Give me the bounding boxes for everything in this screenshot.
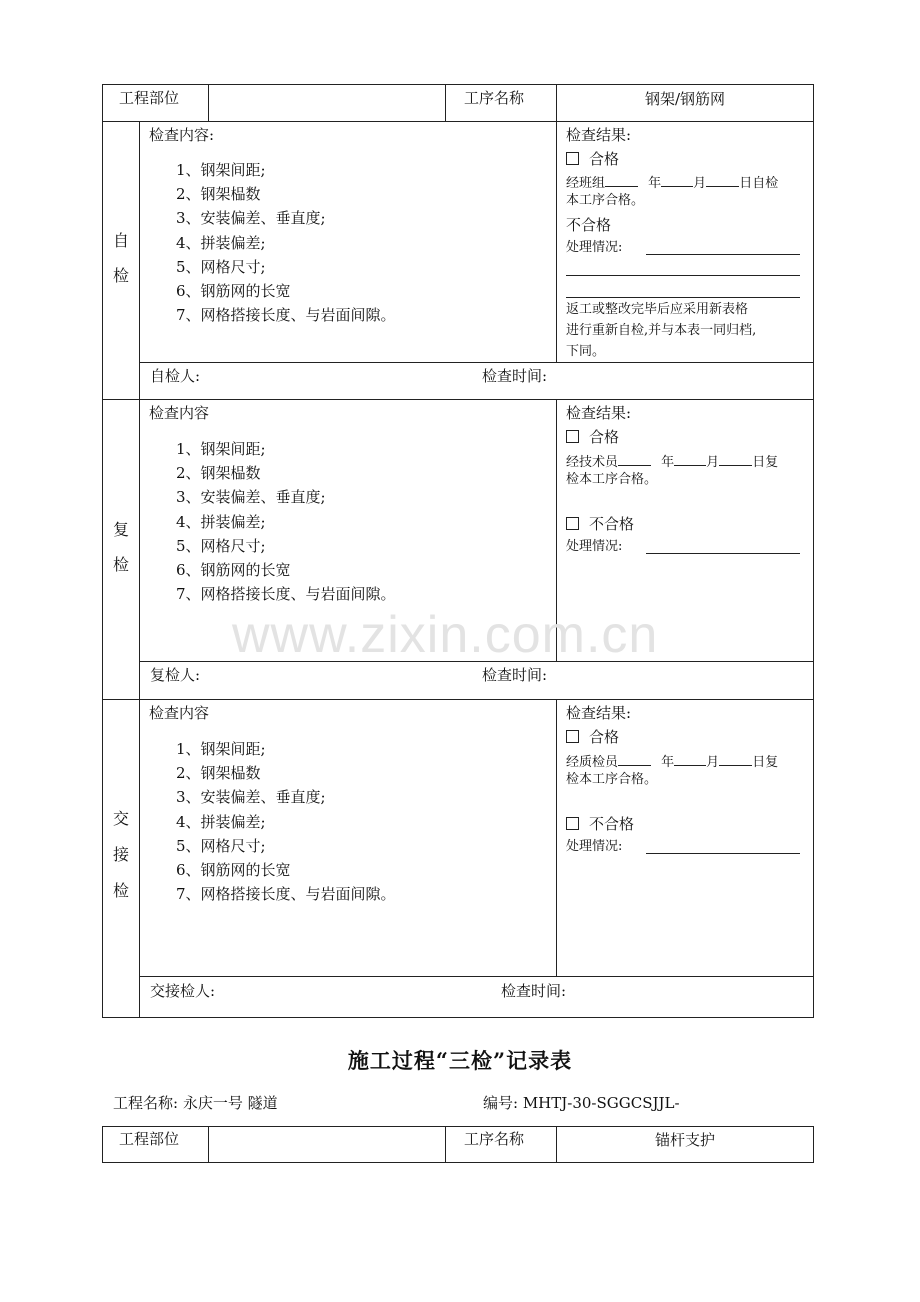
list-item: 2、钢架榀数 <box>176 464 261 483</box>
list-item: 5、网格尺寸; <box>176 836 266 855</box>
result-label: 检查结果: <box>566 704 632 722</box>
form-code: 编号: MHTJ-30-SGGCSJJL- <box>483 1094 680 1112</box>
process-value: 钢架/钢筋网 <box>644 90 726 108</box>
check-time-label: 检查时间: <box>501 982 567 1000</box>
checkbox-icon[interactable] <box>566 152 579 165</box>
fail-option[interactable]: 不合格 <box>566 815 634 833</box>
project-name: 工程名称: 永庆一号 隧道 <box>113 1094 278 1112</box>
pass-note-line2: 检本工序合格。 <box>566 472 658 487</box>
checkbox-icon[interactable] <box>566 430 579 443</box>
list-item: 3、安装偏差、垂直度; <box>176 788 326 807</box>
pass-option[interactable]: 合格 <box>566 428 619 446</box>
list-item: 6、钢筋网的长宽 <box>176 860 291 879</box>
list-item: 3、安装偏差、垂直度; <box>176 209 326 228</box>
handling-label: 处理情况: <box>566 839 623 854</box>
rework-note-3: 下同。 <box>566 344 606 359</box>
pass-option[interactable]: 合格 <box>566 150 619 168</box>
self-checker-label: 自检人: <box>150 367 201 385</box>
pass-note: 经班组 年 月 日自检 <box>566 173 778 192</box>
list-item: 2、钢架榀数 <box>176 185 261 204</box>
content-label: 检查内容 <box>149 704 210 722</box>
process-value: 锚杆支护 <box>654 1131 715 1149</box>
list-item: 1、钢架间距; <box>176 740 266 758</box>
handover-side-label-1: 交 <box>112 809 129 828</box>
result-label: 检查结果: <box>566 126 632 144</box>
result-label: 检查结果: <box>566 404 632 422</box>
list-item: 7、网格搭接长度、与岩面间隙。 <box>176 306 396 325</box>
re-checker-label: 复检人: <box>150 666 201 684</box>
pass-note-line2: 本工序合格。 <box>566 193 645 208</box>
item-list <box>176 440 396 609</box>
list-item: 1、钢架间距; <box>176 161 266 179</box>
form2-title: 施工过程“三检”记录表 <box>347 1048 573 1073</box>
pass-note: 经技术员 年 月 日复 <box>566 452 778 471</box>
self-check-side-label-1: 自 <box>112 231 129 250</box>
content-label: 检查内容: <box>149 126 215 144</box>
handling-label: 处理情况: <box>566 240 623 255</box>
list-item: 5、网格尺寸; <box>176 536 266 555</box>
list-item: 2、钢架榀数 <box>176 764 261 783</box>
check-time-label: 检查时间: <box>482 666 548 684</box>
fail-option[interactable]: 不合格 <box>566 216 612 234</box>
process-label: 工序名称 <box>464 1130 525 1148</box>
handover-side-label-2: 接 <box>112 845 129 864</box>
content-label: 检查内容 <box>149 404 210 422</box>
list-item: 5、网格尺寸; <box>176 257 266 276</box>
list-item: 1、钢架间距; <box>176 440 266 458</box>
list-item: 7、网格搭接长度、与岩面间隙。 <box>176 585 396 604</box>
part-label: 工程部位 <box>119 89 180 107</box>
list-item: 4、拼装偏差; <box>176 812 266 831</box>
list-item: 6、钢筋网的长宽 <box>176 560 291 579</box>
checkbox-icon[interactable] <box>566 817 579 830</box>
check-time-label: 检查时间: <box>482 367 548 385</box>
self-check-side-label-2: 检 <box>112 266 129 285</box>
handover-side-label-3: 检 <box>112 881 129 900</box>
process-label: 工序名称 <box>464 89 525 107</box>
list-item: 3、安装偏差、垂直度; <box>176 488 326 507</box>
checkbox-icon[interactable] <box>566 517 579 530</box>
handover-checker-label: 交接检人: <box>150 982 216 1000</box>
rework-note-1: 返工或整改完毕后应采用新表格 <box>566 302 749 317</box>
list-item: 7、网格搭接长度、与岩面间隙。 <box>176 885 396 904</box>
pass-option[interactable]: 合格 <box>566 728 619 746</box>
pass-note-line2: 检本工序合格。 <box>566 772 658 787</box>
part-label: 工程部位 <box>119 1130 180 1148</box>
handling-label: 处理情况: <box>566 539 623 554</box>
re-check-side-label-2: 检 <box>112 555 129 574</box>
item-list <box>176 740 396 909</box>
pass-note: 经质检员 年 月 日复 <box>566 752 778 771</box>
list-item: 6、钢筋网的长宽 <box>176 281 291 300</box>
list-item: 4、拼装偏差; <box>176 512 266 531</box>
rework-note-2: 进行重新自检,并与本表一同归档, <box>566 323 757 338</box>
fail-option[interactable]: 不合格 <box>566 515 634 533</box>
checkbox-icon[interactable] <box>566 730 579 743</box>
re-check-side-label-1: 复 <box>112 520 129 539</box>
watermark: www.zixin.com.cn <box>232 606 659 664</box>
item-list <box>176 161 396 330</box>
list-item: 4、拼装偏差; <box>176 233 266 252</box>
